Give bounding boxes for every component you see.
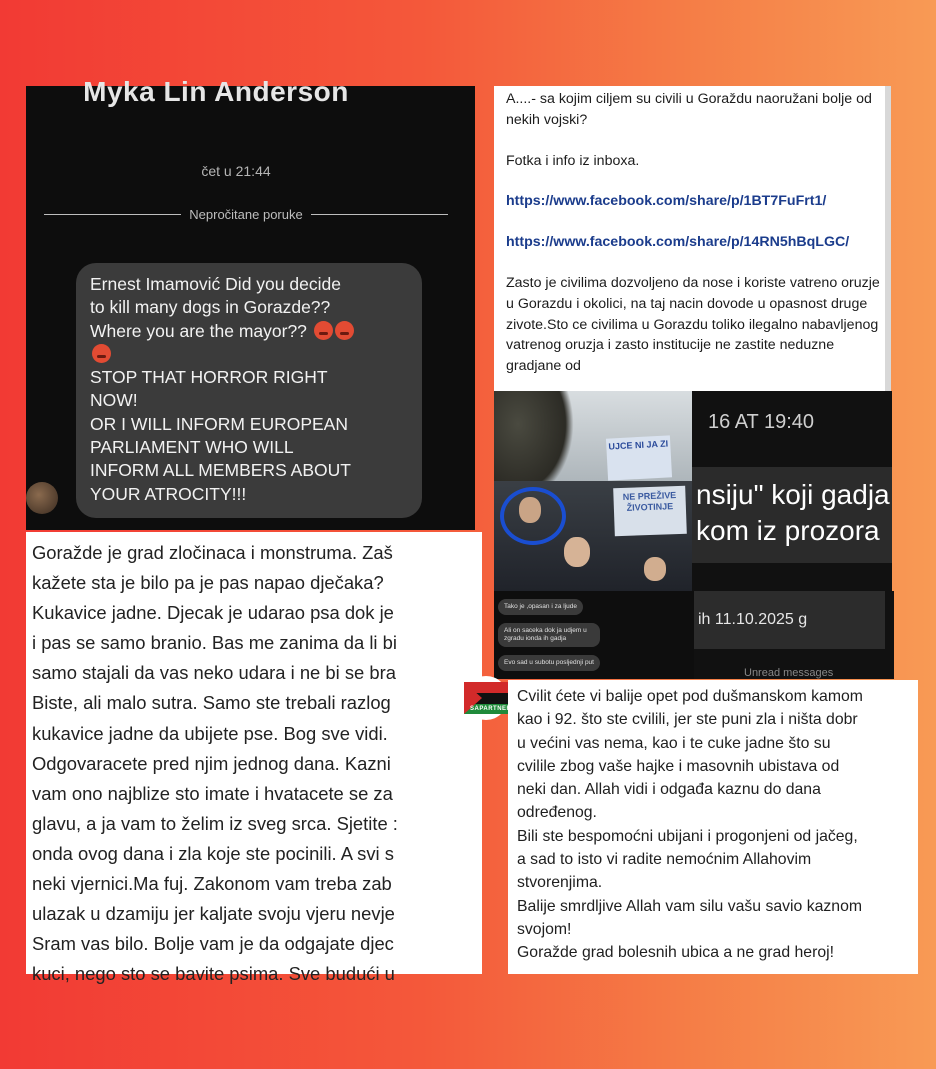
text-line: onda ovog dana i zla koje ste pocinili. A svi s [32,842,394,864]
chat-screenshot [26,76,475,530]
chat-date-2: ih 11.10.2025 g [694,591,885,649]
contact-name: Myka Lin Anderson [83,76,349,107]
post-screenshot [494,86,891,391]
person-head [564,537,590,567]
angry-face-icon [335,321,354,340]
protest-photo [494,391,692,591]
protest-sign: UJCE NI JA ZI [606,435,672,480]
text-line: Sram vas bilo. Bolje vam je da odgajate djec [32,933,394,955]
text-line: Odgovaracete pred njim jednog dana. Kazni [32,752,391,774]
unread-label: Unread messages [744,667,834,679]
angry-face-icon [314,321,333,340]
text-line: svojom! [517,920,572,938]
message-line: NOW! [90,390,138,411]
text-line: Biste, ali malo sutra. Samo ste trebali razlog [32,692,391,714]
text-line: Goražde grad bolesnih ubica a ne grad heroj! [517,944,835,962]
message-line: INFORM ALL MEMBERS ABOUT [90,460,351,481]
flag-logo [464,676,530,720]
small-chat-screenshot [494,591,694,679]
text-line: neki vjernici.Ma fuj. Zakonom vam treba zab [32,873,392,895]
text-line: kao i 92. što ste cvilili, jer ste puni zla i ništa dobr [517,711,858,729]
chat-date: 16 AT 19:40 [708,411,815,433]
chat-bubble: Tako je ,opasan i za ljude [498,599,583,615]
text-line: u većini vas nema, kao i te cuke jadne što su [517,734,831,752]
message-line: YOUR ATROCITY!!! [90,483,247,504]
text-line: Bili ste bespomoćni ubijani i progonjeni od jačeg, [517,827,858,845]
text-line: kuci, nego sto se bavite psima. Sve budući u [32,963,395,985]
text-line: Cvilit ćete vi balije opet pod dušmanskom kamom [517,688,863,705]
text-line: ulazak u dzamiju jer kaljate svoju vjeru nevje [32,903,395,925]
text-line: vam ono najblize sto imate i hvatacete se za [32,782,393,804]
text-line: samo stajali da vas neko udara i ne bi se bra [32,662,396,684]
message-line: nsiju" koji gadja [696,479,890,510]
text-line: stvorenjima. [517,874,603,892]
scrollbar [885,86,891,391]
divider-line [44,214,181,215]
divider-line [311,214,448,215]
message-line: Ernest Imamović Did you decide [90,274,341,294]
text-line: Goražde je grad zločinaca i monstruma. Zaš [32,542,393,563]
post-link-1[interactable]: https://www.facebook.com/share/p/1BT7FuFrt1/ [506,193,827,210]
message-line: OR I WILL INFORM EUROPEAN [90,413,348,434]
post-body: Zasto je civilima dozvoljeno da nose i koriste vatreno oruzje u Gorazdu i okolici, na taj nacin dovode u opasnost druge zivote.Sto ce civilima u Gorazdu toliko ilegalno nabavljenog vatrenog oruzja i zasto institucije ne zastite neduzne gradjane od [506,274,880,375]
chat-bubble: Ali on saceka dok ja udjem u zgradu ionda ih gadja [498,623,600,647]
text-line: kažete sta je bilo pa je pas napao dječaka? [32,572,384,594]
chat-bubble: Evo sad u subotu posljednji put [498,655,600,671]
logo-label: SAPARTNERSTVO [470,706,530,712]
message-line: to kill many dogs in Gorazde?? [90,297,331,318]
text-line: neki dan. Allah vidi i odgađa kaznu do dana [517,781,821,799]
text-line: Balije smrdljive Allah vam silu vašu savio kaznom [517,897,863,915]
chat-message-large [692,467,892,563]
message-timestamp: čet u 21:44 [201,163,271,179]
text-line: glavu, a ja vam to želim iz sveg srca. Sjetite : [32,812,398,834]
dark-chat-screenshot-2 [694,591,894,679]
message-line: STOP THAT HORROR RIGHT [90,367,328,388]
message-bubble [76,263,422,518]
text-line: kukavice jadne da ubijete pse. Bog sve vidi. [32,722,388,744]
text-line: određenog. [517,804,597,822]
avatar [26,482,58,514]
angry-face-icon [92,344,111,363]
comment-text-left [26,532,482,985]
text-line: a sad to isto vi radite nemoćnim Allahovim [517,851,812,869]
protest-sign: NE PREŽIVE ŽIVOTINJE [613,486,687,536]
message-line: PARLIAMENT WHO WILL [90,437,294,458]
dark-chat-screenshot [692,391,892,591]
unread-divider [36,207,456,222]
text-line: i pas se samo branio. Bas me zanima da li bi [32,632,397,654]
message-line: Where you are the mayor?? [90,320,307,341]
unread-label: Nepročitane poruke [189,207,303,222]
comment-text-right [508,680,918,974]
post-intro: A....- sa kojim ciljem su civili u Goraždu naoružani bolje od nekih vojski? [506,91,872,128]
person-head [644,557,666,581]
text-line: Kukavice jadne. Djecak je udarao psa dok je [32,602,394,624]
highlight-circle [500,487,566,545]
message-line: kom iz prozora [696,515,880,546]
post-link-2[interactable]: https://www.facebook.com/share/p/14RN5hBqLGC/ [506,234,850,251]
text-line: cvilile zbog vaše hajke i masovnih ubistava od [517,757,840,775]
post-source: Fotka i info iz inboxa. [506,152,640,169]
